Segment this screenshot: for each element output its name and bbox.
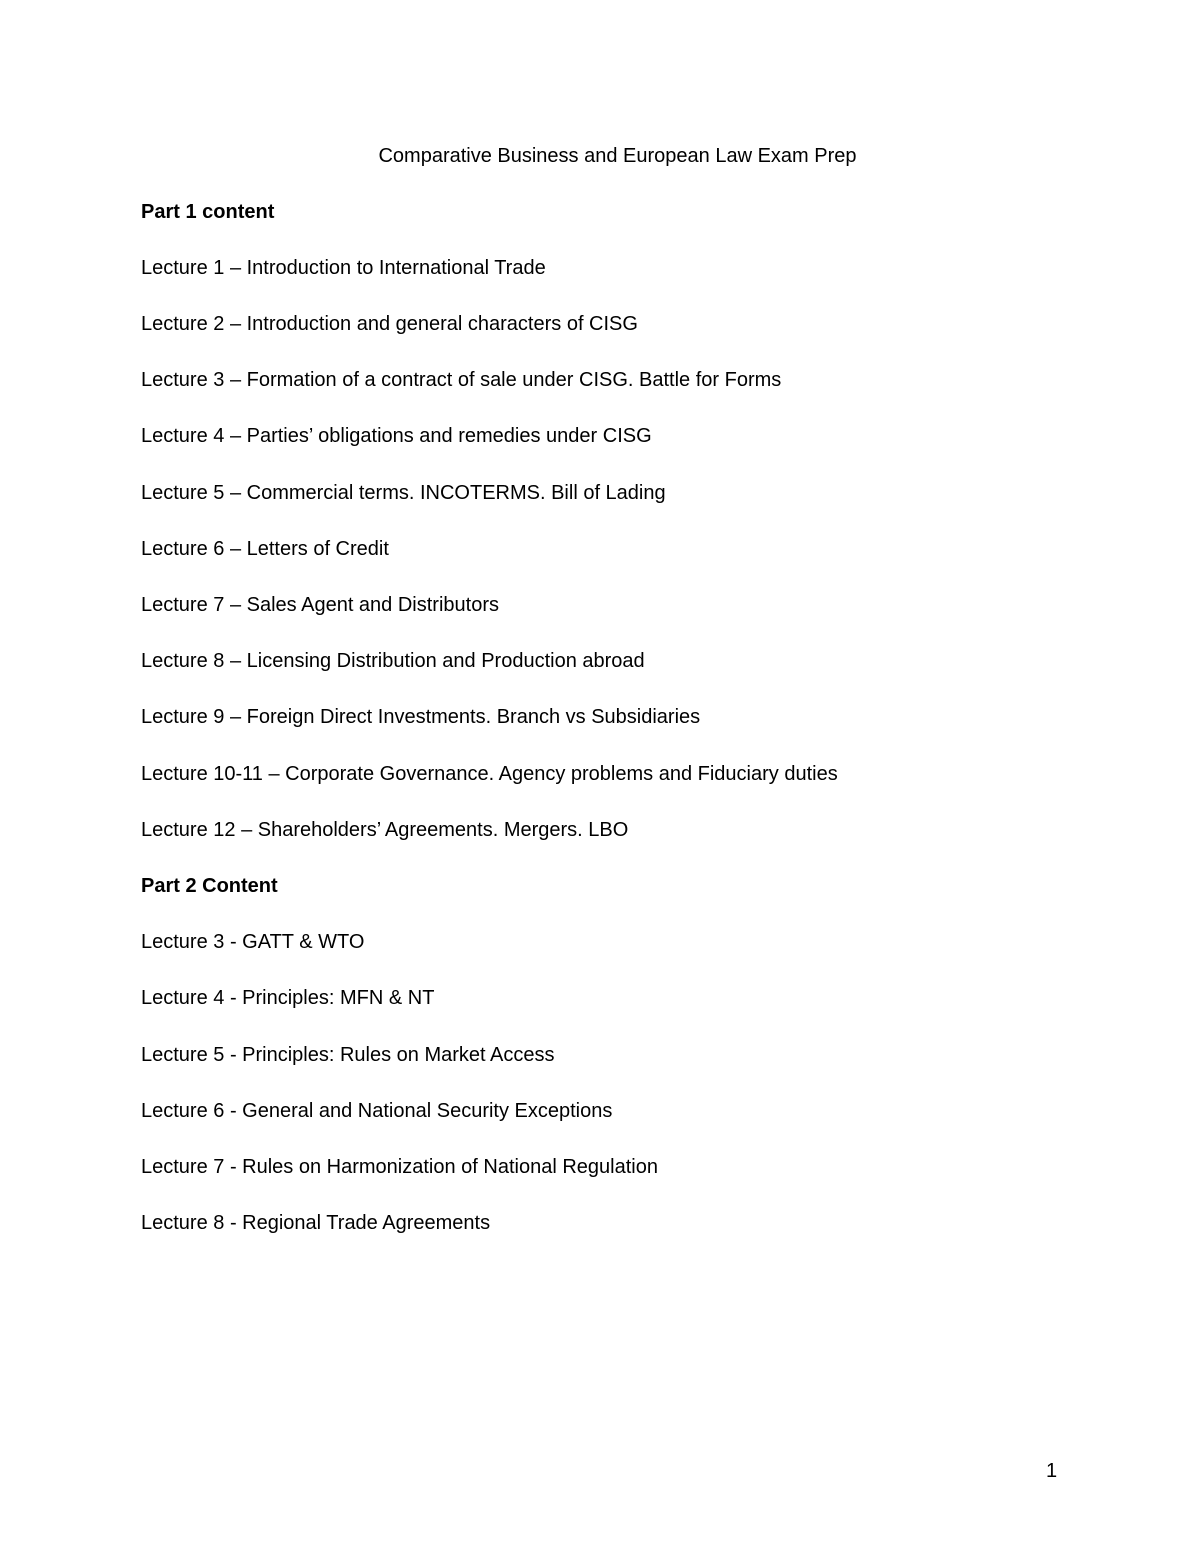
list-item: Lecture 5 - Principles: Rules on Market Access — [141, 1044, 555, 1066]
list-item: Lecture 3 - GATT & WTO — [141, 931, 365, 953]
part1-heading: Part 1 content — [141, 201, 275, 223]
list-item: Lecture 7 – Sales Agent and Distributors — [141, 594, 499, 616]
list-item: Lecture 12 – Shareholders’ Agreements. Mergers. LBO — [141, 819, 629, 841]
page-title: Comparative Business and European Law Exam Prep — [378, 145, 857, 167]
list-item: Lecture 5 – Commercial terms. INCOTERMS. Bill of Lading — [141, 482, 666, 504]
list-item: Lecture 9 – Foreign Direct Investments. Branch vs Subsidiaries — [141, 706, 701, 728]
list-item: Lecture 10-11 – Corporate Governance. Agency problems and Fiduciary duties — [141, 763, 838, 785]
list-item: Lecture 1 – Introduction to International Trade — [141, 257, 546, 279]
list-item: Lecture 4 - Principles: MFN & NT — [141, 987, 435, 1009]
list-item: Lecture 7 - Rules on Harmonization of National Regulation — [141, 1156, 658, 1178]
list-item: Lecture 8 – Licensing Distribution and Production abroad — [141, 650, 645, 672]
page-number: 1 — [1046, 1460, 1058, 1482]
list-item: Lecture 4 – Parties’ obligations and remedies under CISG — [141, 425, 652, 447]
list-item: Lecture 6 – Letters of Credit — [141, 538, 389, 560]
list-item: Lecture 2 – Introduction and general characters of CISG — [141, 313, 638, 335]
part2-heading: Part 2 Content — [141, 875, 278, 897]
list-item: Lecture 8 - Regional Trade Agreements — [141, 1212, 491, 1234]
list-item: Lecture 6 - General and National Security Exceptions — [141, 1100, 613, 1122]
list-item: Lecture 3 – Formation of a contract of sale under CISG. Battle for Forms — [141, 369, 782, 391]
